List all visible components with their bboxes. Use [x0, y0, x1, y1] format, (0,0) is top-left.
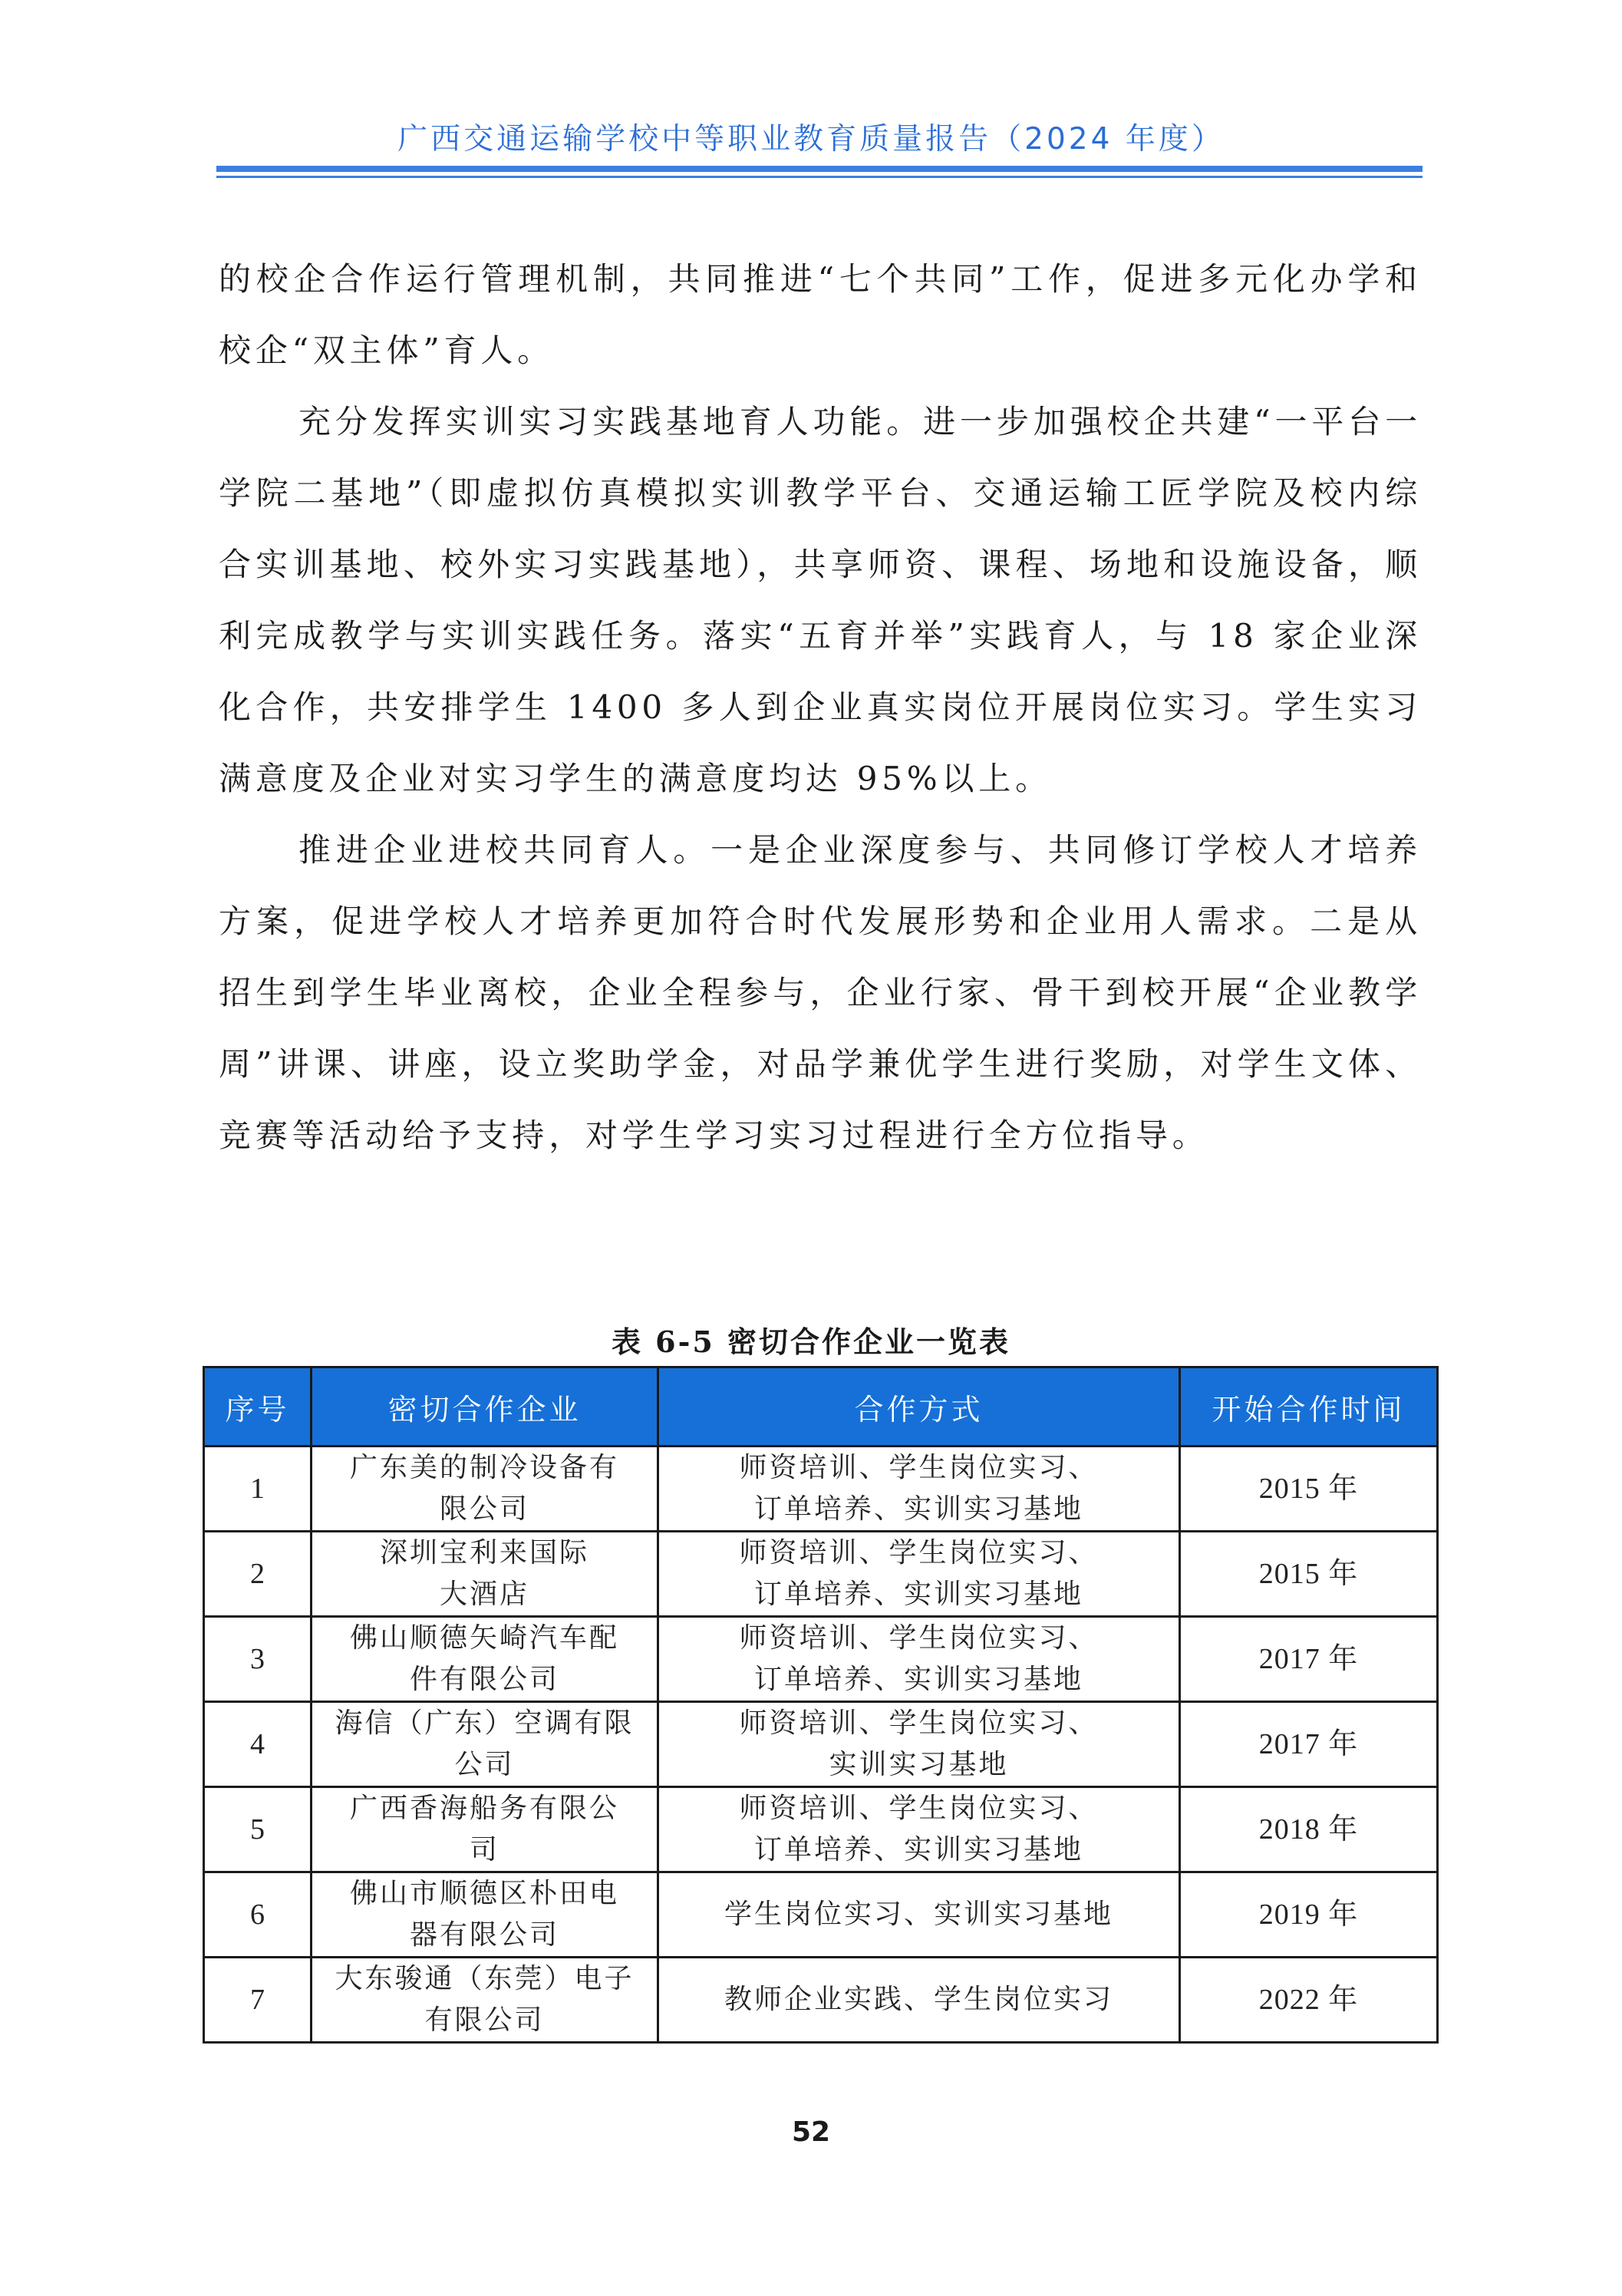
cell-company-line2: 限公司 [439, 1493, 529, 1525]
cell-company-line1: 广东美的制冷设备有 [349, 1452, 619, 1483]
cell-mode [658, 1787, 1180, 1872]
cell-no: 1 [204, 1447, 312, 1532]
table-row [204, 1787, 1438, 1872]
header-divider-thin [216, 176, 1423, 178]
cell-company [312, 1532, 658, 1617]
table-header-row [204, 1367, 1438, 1447]
cell-mode-line2: 订单培养、实训实习基地 [753, 1834, 1083, 1866]
cell-company [312, 1447, 658, 1532]
cell-company [312, 1702, 658, 1787]
cell-since: 2015 年 [1180, 1532, 1438, 1617]
cell-no: 2 [204, 1532, 312, 1617]
cell-company-line2: 司 [469, 1834, 499, 1866]
cell-company-line1: 佛山市顺德区朴田电 [349, 1878, 619, 1909]
cell-since: 2017 年 [1180, 1702, 1438, 1787]
cell-mode-line1: 师资培训、学生岗位实习、 [739, 1793, 1099, 1824]
cell-company-line2: 件有限公司 [409, 1664, 559, 1695]
cell-company-line1: 佛山顺德矢崎汽车配 [349, 1622, 619, 1654]
cell-since: 2019 年 [1180, 1872, 1438, 1958]
cell-no: 7 [204, 1958, 312, 2043]
cell-company-line1: 大东骏通（东莞）电子 [335, 1963, 635, 1994]
cell-company-line2: 器有限公司 [409, 1919, 559, 1951]
header-cell-company: 密切合作企业 [312, 1367, 658, 1447]
cell-since: 2022 年 [1180, 1958, 1438, 2043]
cell-company [312, 1617, 658, 1702]
cell-company-line1: 广西香海船务有限公 [349, 1793, 619, 1824]
cell-mode-line2: 订单培养、实训实习基地 [753, 1493, 1083, 1525]
cell-since: 2015 年 [1180, 1447, 1438, 1532]
cell-mode-line2: 订单培养、实训实习基地 [753, 1578, 1083, 1610]
cell-mode [658, 1532, 1180, 1617]
cell-no: 6 [204, 1872, 312, 1958]
page-number: 52 [791, 2116, 831, 2148]
cell-company-line2: 大酒店 [439, 1578, 529, 1610]
cell-mode-line2: 订单培养、实训实习基地 [753, 1664, 1083, 1695]
cell-company-line1: 深圳宝利来国际 [379, 1537, 589, 1569]
cell-mode-line1: 师资培训、学生岗位实习、 [739, 1537, 1099, 1569]
cell-mode: 学生岗位实习、实训实习基地 [658, 1872, 1180, 1958]
table-caption: 表 6-5 密切合作企业一览表 [611, 1324, 1011, 1359]
cell-since: 2017 年 [1180, 1617, 1438, 1702]
report-header-title: 广西交通运输学校中等职业教育质量报告（2024 年度） [397, 122, 1225, 157]
header-cell-since: 开始合作时间 [1180, 1367, 1438, 1447]
cell-company [312, 1787, 658, 1872]
cell-company [312, 1958, 658, 2043]
table-row [204, 1447, 1438, 1532]
cell-company-line2: 有限公司 [424, 2004, 545, 2036]
cell-company-line1: 海信（广东）空调有限 [335, 1707, 635, 1739]
header-cell-mode: 合作方式 [658, 1367, 1180, 1447]
paragraph-continuation: 的校企合作运行管理机制，共同推进“七个共同”工作，促进多元化办学和校企“双主体”育人。 [219, 260, 1422, 369]
table-row [204, 1958, 1438, 2043]
paragraph-practice-bases: 充分发挥实训实习实践基地育人功能。进一步加强校企共建“一平台一学院二基地”（即虚拟仿真模拟实训教学平台、交通运输工匠学院及校内综合实训基地、校外实习实践基地），共享师资、课程、场地和设施设备，顺利完成教学与实训实践任务。落实“五育并举”实践育人，与 18 家企业深化合作，共安排学生 1400 多人到企业真实岗位开展岗位实习。学生实习满意度及企业对实习学生的满意度均达 95%以上。 [219, 403, 1422, 797]
cell-mode-line2: 实训实习基地 [829, 1749, 1009, 1780]
header-divider-thick [216, 166, 1423, 172]
cell-mode: 教师企业实践、学生岗位实习 [658, 1958, 1180, 2043]
cell-no: 5 [204, 1787, 312, 1872]
cell-company-line2: 公司 [454, 1749, 515, 1780]
table-row [204, 1532, 1438, 1617]
cell-mode-line1: 师资培训、学生岗位实习、 [739, 1622, 1099, 1654]
cell-mode [658, 1702, 1180, 1787]
partner-companies-table [203, 1366, 1439, 2044]
header-cell-no: 序号 [204, 1367, 312, 1447]
cell-company [312, 1872, 658, 1958]
cell-mode [658, 1447, 1180, 1532]
cell-mode-line1: 师资培训、学生岗位实习、 [739, 1452, 1099, 1483]
table-row [204, 1702, 1438, 1787]
cell-mode-line1: 师资培训、学生岗位实习、 [739, 1707, 1099, 1739]
cell-no: 3 [204, 1617, 312, 1702]
table-row [204, 1872, 1438, 1958]
cell-no: 4 [204, 1702, 312, 1787]
cell-mode [658, 1617, 1180, 1702]
paragraph-enterprise-education: 推进企业进校共同育人。一是企业深度参与、共同修订学校人才培养方案，促进学校人才培养更加符合时代发展形势和企业用人需求。二是从招生到学生毕业离校，企业全程参与，企业行家、骨干到校开展“企业教学周”讲课、讲座，设立奖助学金，对品学兼优学生进行奖励，对学生文体、竞赛等活动给予支持，对学生学习实习过程进行全方位指导。 [219, 831, 1422, 1154]
body-text [219, 243, 1422, 1171]
table-row [204, 1617, 1438, 1702]
cell-since: 2018 年 [1180, 1787, 1438, 1872]
